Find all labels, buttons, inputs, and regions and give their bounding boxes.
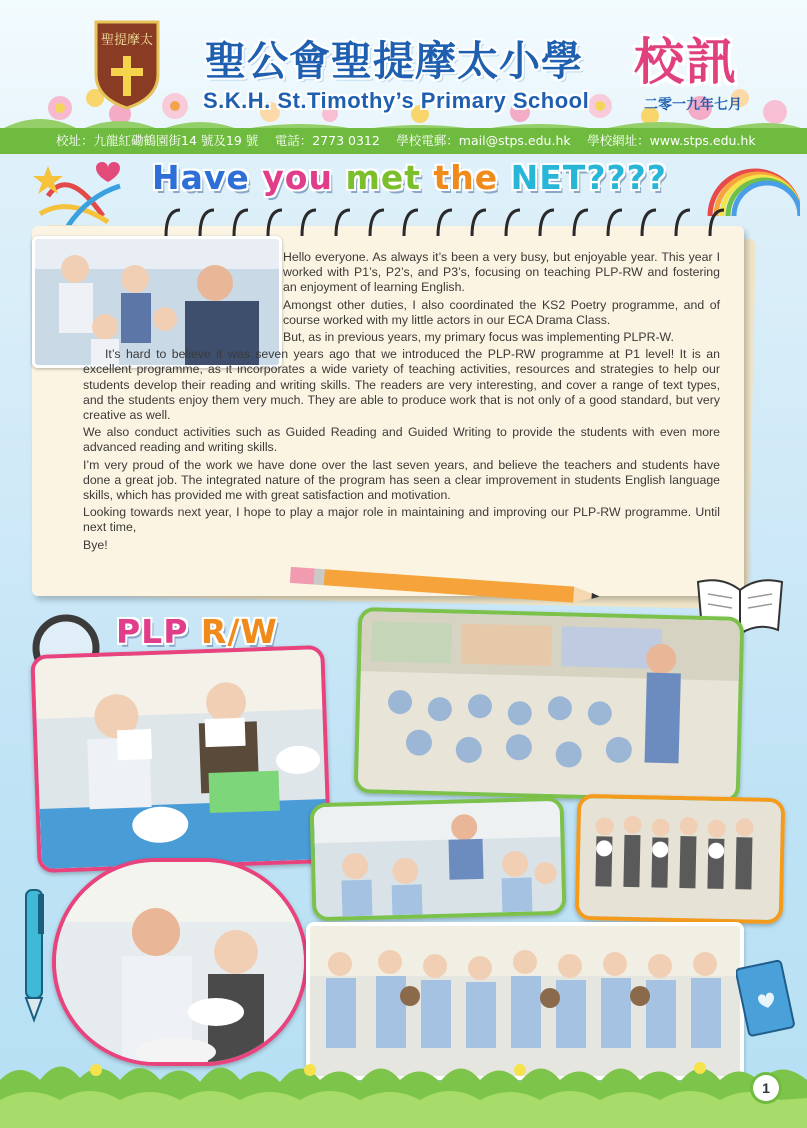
newsletter-title: 校訊 xyxy=(634,33,738,91)
students-holding-cards-image xyxy=(34,649,327,869)
plp-activity-photo-4 xyxy=(575,794,786,924)
plp-activity-photo-5 xyxy=(52,858,308,1066)
net-section-title xyxy=(152,158,667,197)
title-word-you: you xyxy=(262,158,333,197)
plp-activity-photo-3 xyxy=(309,797,566,922)
school-crest-logo xyxy=(92,18,162,110)
blue-book-icon xyxy=(736,958,796,1038)
letter-paragraph: Looking towards next year, I hope to play a major role in maintaining and improving our PLP-RW programme. Until next time, xyxy=(83,505,720,535)
title-word-rw: R/W xyxy=(200,612,278,651)
teacher-and-student-bowl-image xyxy=(56,862,304,1062)
title-word-met: met xyxy=(345,158,422,197)
svg-text:聖提摩太: 聖提摩太 xyxy=(100,33,154,48)
page-number: 1 xyxy=(753,1075,779,1101)
school-name-english: S.K.H. St.Timothy’s Primary School xyxy=(203,88,590,113)
letter-paragraph: But, as in previous years, my primary focus was implementing PLPR-W. xyxy=(283,330,674,345)
pen-icon xyxy=(14,884,54,1024)
contact-info-text: 校址：九龍紅磡鶴園街14 號及19 號 電話：2773 0312 學校電郵：mail@stps.edu.hk 學校網址：www.stps.edu.hk xyxy=(56,133,756,148)
school-name-chinese: 聖公會聖提摩太小學 xyxy=(205,37,583,85)
classroom-reading-group-image xyxy=(358,611,741,799)
issue-date: 二零一九年七月 xyxy=(644,97,742,113)
title-word-plp: PLP xyxy=(116,612,189,651)
contact-info-bar xyxy=(0,128,807,154)
grass-border-illustration xyxy=(0,1040,807,1128)
letter-sign-off: Bye! xyxy=(83,537,108,552)
title-word-the: the xyxy=(433,158,499,197)
letter-paragraph: Amongst other duties, I also coordinated the KS2 Poetry programme, and of course worked with my little actors in our ECA Drama Class. xyxy=(283,297,720,327)
title-word-have: Have xyxy=(152,158,250,197)
title-word-net: NET???? xyxy=(510,158,667,197)
plp-section-title xyxy=(116,612,278,651)
students-with-teacher-image xyxy=(314,801,563,917)
pencil-icon xyxy=(280,566,620,606)
net-letter-body xyxy=(83,250,720,555)
plp-activity-photo-2 xyxy=(354,607,745,803)
letter-paragraph: Hello everyone. As always it’s been a very busy, but enjoyable year. This year I worked with P1’s, P2’s, and P3’s, focusing on teaching PLP-RW and fostering an enjoyment of learning English. xyxy=(283,250,720,295)
letter-paragraph: It’s hard to believe it was seven years ago that we introduced the PLP-RW programme at P1 level! It is an excellent programme, as it incorporates a wide variety of teaching activities, resources and strategies to help our students develop their reading and writing skills. The readers are very interesting, and cover a range of text types, and the students enjoy them very much. They are able to produce work that is not only of a good standard, but very creative as well. xyxy=(83,347,720,423)
masthead xyxy=(0,0,807,128)
photo-wrap-spacer xyxy=(83,250,283,346)
letter-paragraph: We also conduct activities such as Guided Reading and Guided Writing to provide the students with even more advanced reading and writing skills. xyxy=(83,425,720,455)
students-holding-plates-image xyxy=(579,798,781,920)
letter-paragraph: I’m very proud of the work we have done over the last seven years, and believe the teachers and students have done a great job. The integrated nature of the program has seen a clear improvement in students English language skills, which has provided me with great satisfaction and motivation. xyxy=(83,457,720,503)
plp-activity-photo-1 xyxy=(30,645,331,873)
